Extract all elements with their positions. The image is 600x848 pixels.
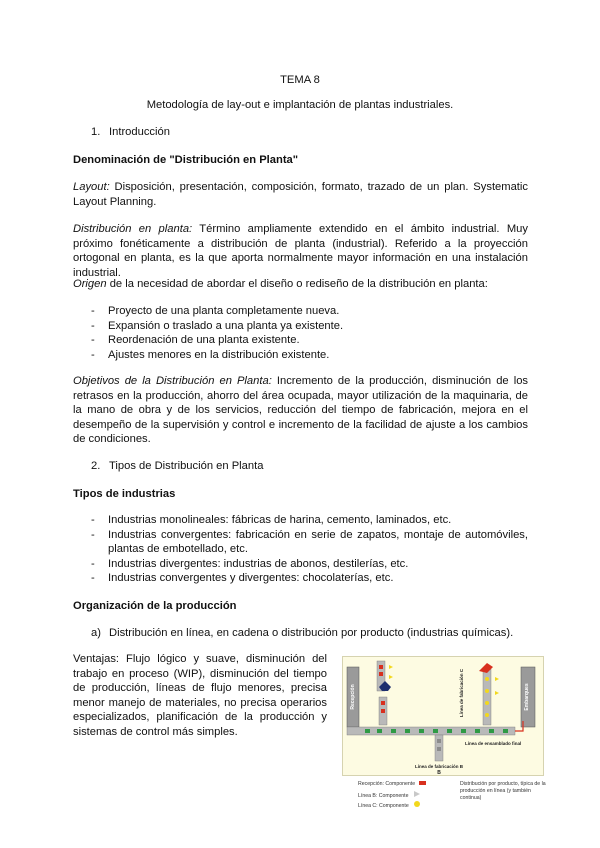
legend-item-2 — [358, 791, 420, 800]
tipos-list — [91, 513, 528, 586]
page-subtitle: Metodología de lay-out e implantación de plantas industriales. — [146, 99, 454, 111]
legend-item-1 — [358, 781, 426, 788]
origen-term: Origen — [73, 278, 107, 290]
component-red — [381, 701, 385, 705]
product-layout-diagram — [342, 656, 544, 776]
label-b: B — [437, 770, 441, 775]
distribucion-paragraph — [73, 222, 528, 280]
section-1-number: 1. — [91, 126, 101, 138]
origen-text: de la necesidad de abordar el diseño o rediseño de la distribución en planta: — [106, 278, 488, 290]
legend-text-3: Línea C: Componente — [358, 803, 409, 809]
denominacion-heading: Denominación de "Distribución en Planta" — [73, 154, 299, 166]
component-red — [381, 709, 385, 713]
component-gray — [437, 747, 441, 751]
list-item: - Industrias convergentes: fabricación en serie de zapatos, montaje de automóviles, plantas de embotellado, etc. — [91, 528, 528, 557]
list-item: - Industrias divergentes: industrias de abonos, destilerías, etc. — [91, 557, 528, 572]
recepcion-label: Recepción — [350, 684, 356, 710]
layout-paragraph — [73, 180, 528, 209]
origen-paragraph — [73, 277, 528, 292]
flow-arrow-icon — [495, 677, 499, 681]
layout-term: Layout: — [73, 181, 110, 193]
section-1-title: Introducción — [109, 126, 170, 138]
layout-text: Disposición, presentación, composición, formato, trazado de un plan. Systematic Layout Planning. — [73, 181, 528, 208]
list-item: - Industrias monolineales: fábricas de harina, cemento, laminados, etc. — [91, 513, 528, 528]
component-red — [379, 672, 383, 676]
organizacion-heading: Organización de la producción — [73, 600, 237, 612]
item-a-text: Distribución en línea, en cadena o distribución por producto (industrias químicas). — [109, 627, 514, 639]
legend-item-3 — [358, 801, 420, 810]
distribucion-term: Distribución en planta: — [73, 223, 193, 235]
component-red — [379, 665, 383, 669]
list-item: - Industrias convergentes y divergentes: chocolaterías, etc. — [91, 571, 528, 586]
embarques-label: Embarques — [524, 683, 530, 711]
legend-caption: Distribución por producto, típica de la producción en línea (y también continua) — [460, 781, 546, 801]
origen-list — [91, 304, 528, 362]
legend-text-2: Línea B: Componente — [358, 793, 409, 799]
flow-arrow-icon — [389, 665, 393, 669]
tema-title: TEMA 8 — [280, 74, 320, 86]
section-2-title: Tipos de Distribución en Planta — [109, 460, 264, 472]
component-yellow — [485, 677, 489, 681]
legend-swatch-arrow — [414, 791, 420, 797]
component-yellow — [485, 689, 489, 693]
legend-swatch-red — [419, 781, 426, 785]
list-item: - Proyecto de una planta completamente nueva. — [91, 304, 528, 319]
diagram-graphic — [343, 657, 543, 775]
tipos-heading: Tipos de industrias — [73, 488, 176, 500]
section-2-number: 2. — [91, 460, 101, 472]
list-item: - Ajustes menores en la distribución existente. — [91, 348, 528, 363]
ventajas-paragraph: Ventajas: Flujo lógico y suave, disminución del trabajo en proceso (WIP), disminución del tiempo de producción, líneas de flujo menores, precisa menor manejo de materiales, no precisa operarios especializados, planificación de la producción y sistemas de control más simples. — [73, 653, 327, 738]
list-item: - Expansión o traslado a una planta ya existente. — [91, 319, 528, 334]
item-a-label: a) — [91, 627, 101, 639]
objetivos-text: Incremento de la producción, disminución de los retrasos en la producción, ahorro del área ocupada, mayor utilización de la maquinaria, de la mano de obra y de los servicios, reducción del tiempo de fabricación, mejora en el desempeño de la supervisión y control e incremento de la facilidad de ajuste a los cambios de condiciones. — [73, 375, 529, 445]
objetivos-term: Objetivos de la Distribución en Planta: — [73, 375, 272, 387]
list-item: - Reordenación de una planta existente. — [91, 333, 528, 348]
objetivos-paragraph — [73, 374, 528, 447]
linea-b-label: Línea de fabricación B — [414, 764, 464, 769]
organizacion-item-a — [91, 626, 528, 641]
diagram-legend — [358, 779, 558, 823]
section-2-heading — [91, 459, 263, 474]
linea-ensamblado-label: Línea de ensamblado final — [465, 741, 522, 746]
flow-arrow-icon — [495, 691, 499, 695]
component-yellow — [485, 701, 489, 705]
component-gray — [437, 739, 441, 743]
distribucion-text: Término ampliamente extendido en el ámbito industrial. Muy próximo fonéticamente a distribución de planta (industrial). Referido a la proyección ortogonal en planta, es la que aporta normalmente mayor información en una instalación industrial. — [73, 223, 528, 279]
linea-c-label: Línea de fabricación C — [459, 668, 464, 718]
component-yellow — [485, 713, 489, 717]
section-1-heading — [91, 125, 170, 140]
legend-text-1: Recepción: Componente — [358, 781, 416, 787]
legend-swatch-yellow — [414, 801, 420, 807]
flow-arrow-icon — [389, 675, 393, 679]
